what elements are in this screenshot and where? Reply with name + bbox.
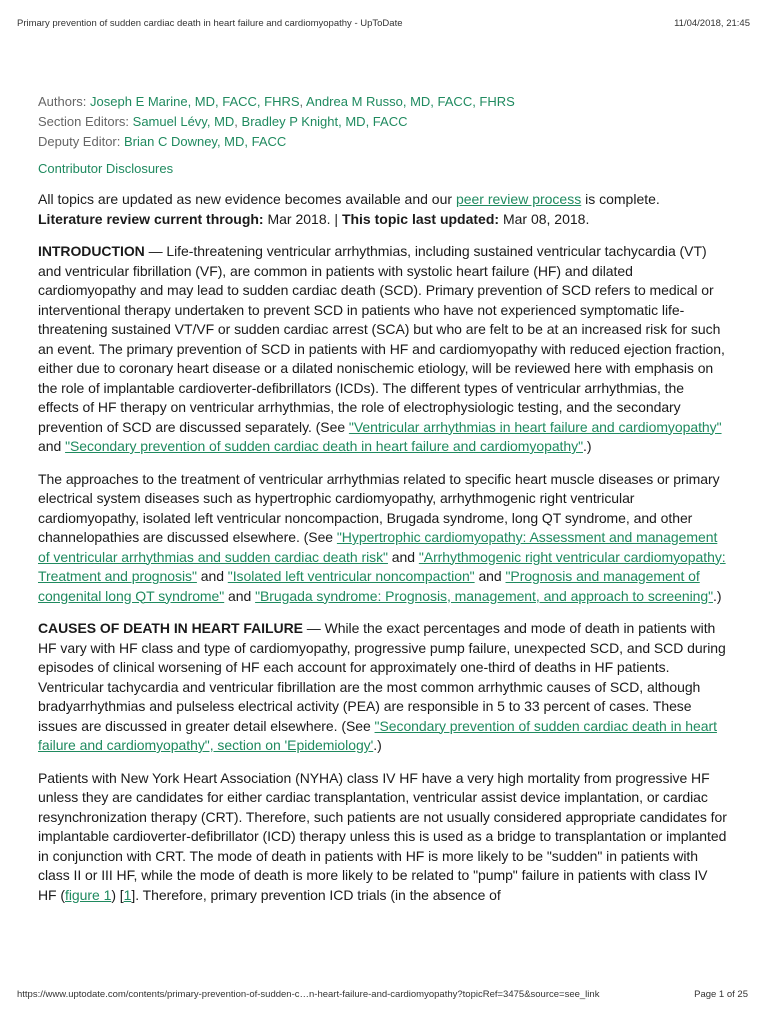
editor-link-levy[interactable]: Samuel Lévy, MD [132,114,235,129]
conjunction: and [224,587,256,604]
lit-review-label: Literature review current through: [38,210,264,227]
update-info [38,190,728,229]
article-content [38,92,728,905]
paren-end: .) [713,587,722,604]
causes-heading: CAUSES OF DEATH IN HEART FAILURE [38,620,303,636]
peer-review-link[interactable]: peer review process [455,191,582,207]
print-header-title: Primary prevention of sudden cardiac death in heart failure and cardiomyopathy - UpToDate [17,18,403,29]
contributor-disclosures-link[interactable]: Contributor Disclosures [38,161,174,176]
nyha-text-end: ]. Therefore, primary prevention ICD trials (in the absence of [131,886,501,903]
link-lv-noncompaction[interactable]: "Isolated left ventricular noncompaction" [227,568,475,584]
paren-end: .) [373,737,382,753]
update-text: All topics are updated as new evidence becomes available and our [38,191,456,207]
nyha-paragraph [38,769,728,906]
link-arrhythmogenic-rv[interactable]: "Arrhythmogenic right ventricular cardiomyopathy: Treatment and prognosis" [38,548,726,584]
editor-link-knight[interactable]: Bradley P Knight, MD, FACC [241,114,408,129]
author-link-marine[interactable]: Joseph E Marine, MD, FACC, FHRS [90,94,300,109]
link-epidemiology[interactable]: "Secondary prevention of sudden cardiac death in heart failure and cardiomyopathy", section on 'Epidemiology' [38,717,717,753]
last-updated-value: Mar 08, 2018. [499,210,590,227]
link-secondary-prevention[interactable]: "Secondary prevention of sudden cardiac death in heart failure and cardiomyopathy" [65,438,584,454]
approaches-text: The approaches to the treatment of ventricular arrhythmias related to specific heart muscle diseases or primary electrical system diseases such as hypertrophic cardiomyopathy, arrhythmogenic right ventricular cardiomyopathy, isolated left ventricular noncompaction, Brugada syndrome, long QT syndrome, and other channelopathies are discussed elsewhere. (See [38,470,720,545]
paren-end: .) [583,438,592,454]
deputy-editor-label: Deputy Editor: [38,134,124,149]
print-header-datetime: 11/04/2018, 21:45 [674,18,750,29]
authors-line: Authors: Joseph E Marine, MD, FACC, FHRS, Andrea M Russo, MD, FACC, FHRS [38,94,515,109]
causes-paragraph [38,619,728,756]
print-header [17,18,750,29]
introduction-text: — Life-threatening ventricular arrhythmias, including sustained ventricular tachycardia (VT) and ventricular fibrillation (VF), are common in patients with systolic heart failure (HF) and dilated cardiomyopathy and may lead to sudden cardiac death (SCD). Primary prevention of SCD refers to medical or interventional therapy undertaken to prevent SCD in patients who have not experienced symptomatic life-threatening sustained VT/VF or sudden cardiac arrest (SCA) but who are felt to be at an increased risk for such an event. The primary prevention of SCD in patients with HF and cardiomyopathy with reduced ejection fraction, either due to coronary heart disease or a dilated nonischemic etiology, will be reviewed here with emphasis on the role of implantable cardioverter-defibrillators (ICDs). The different types of ventricular arrhythmias, the effects of HF therapy on ventricular arrhythmias, the role of electrophysiologic testing, and the secondary prevention of SCD are discussed separately. (See [38,243,725,435]
link-brugada[interactable]: "Brugada syndrome: Prognosis, management, and approach to screening" [255,587,714,604]
introduction-heading: INTRODUCTION [38,243,145,259]
link-long-qt[interactable]: "Prognosis and management of congenital long QT syndrome" [38,568,700,604]
print-footer-url: https://www.uptodate.com/contents/primary-prevention-of-sudden-c…n-heart-failure-and-cardiomyopathy?topicRef=3475&source=see_link [17,989,600,1000]
link-hypertrophic-cardiomyopathy[interactable]: "Hypertrophic cardiomyopathy: Assessment and management of ventricular arrhythmias and sudden cardiac death risk" [38,529,718,565]
link-ventricular-arrhythmias[interactable]: "Ventricular arrhythmias in heart failure and cardiomyopathy" [348,418,722,435]
conjunction: and [474,568,506,584]
approaches-paragraph [38,470,728,607]
print-footer-page: Page 1 of 25 [694,989,748,1000]
author-link-russo[interactable]: Andrea M Russo, MD, FACC, FHRS [306,94,515,109]
authors-label: Authors: [38,94,91,109]
section-editors-line: Section Editors: Samuel Lévy, MD, Bradley P Knight, MD, FACC [38,114,408,129]
nyha-text: Patients with New York Heart Association (NYHA) class IV HF have a very high mortality from progressive HF unless they are candidates for either cardiac transplantation, ventricular assist device implantation, or cardiac resynchronization therapy (CRT). Therefore, such patients are not usually considered appropriate candidates for implantable cardioverter-defibrillator (ICD) therapy unless this is used as a bridge to transplantation or implanted in conjunction with CRT. The mode of death in patients with HF is more likely to be "sudden" in patients with class II or III HF, while the mode of death is more likely to be related to "pump" failure in patients with class IV HF ( [38,769,727,903]
deputy-editor-link[interactable]: Brian C Downey, MD, FACC [124,134,287,149]
deputy-editor-line [38,132,728,152]
causes-text: — While the exact percentages and mode of death in patients with HF vary with HF class and type of cardiomyopathy, progressive pump failure, unexpected SCD, and SCD during episodes of clinical worsening of HF each account for approximately one-third of deaths in HF patients. Ventricular tachycardia and ventricular fibrillation are the most common arrhythmic causes of SCD, although bradyarrhythmias and pulseless electrical activity (PEA) are responsible in 5 to 33 percent of cases. These issues are discussed in greater detail elsewhere. (See [38,620,726,734]
reference-link-1[interactable]: 1 [123,886,132,903]
lit-review-value: Mar 2018. | [263,210,342,227]
last-updated-label: This topic last updated: [341,210,500,227]
link-figure-1[interactable]: figure 1 [65,886,112,903]
section-editors-label: Section Editors: [38,114,133,129]
update-text-end: is complete. [581,191,660,207]
nyha-mid: ) [ [111,886,124,903]
print-footer [17,989,748,1000]
conjunction: and [38,438,66,454]
conjunction: and [387,548,419,565]
conjunction: and [196,568,228,584]
introduction-paragraph [38,242,728,457]
